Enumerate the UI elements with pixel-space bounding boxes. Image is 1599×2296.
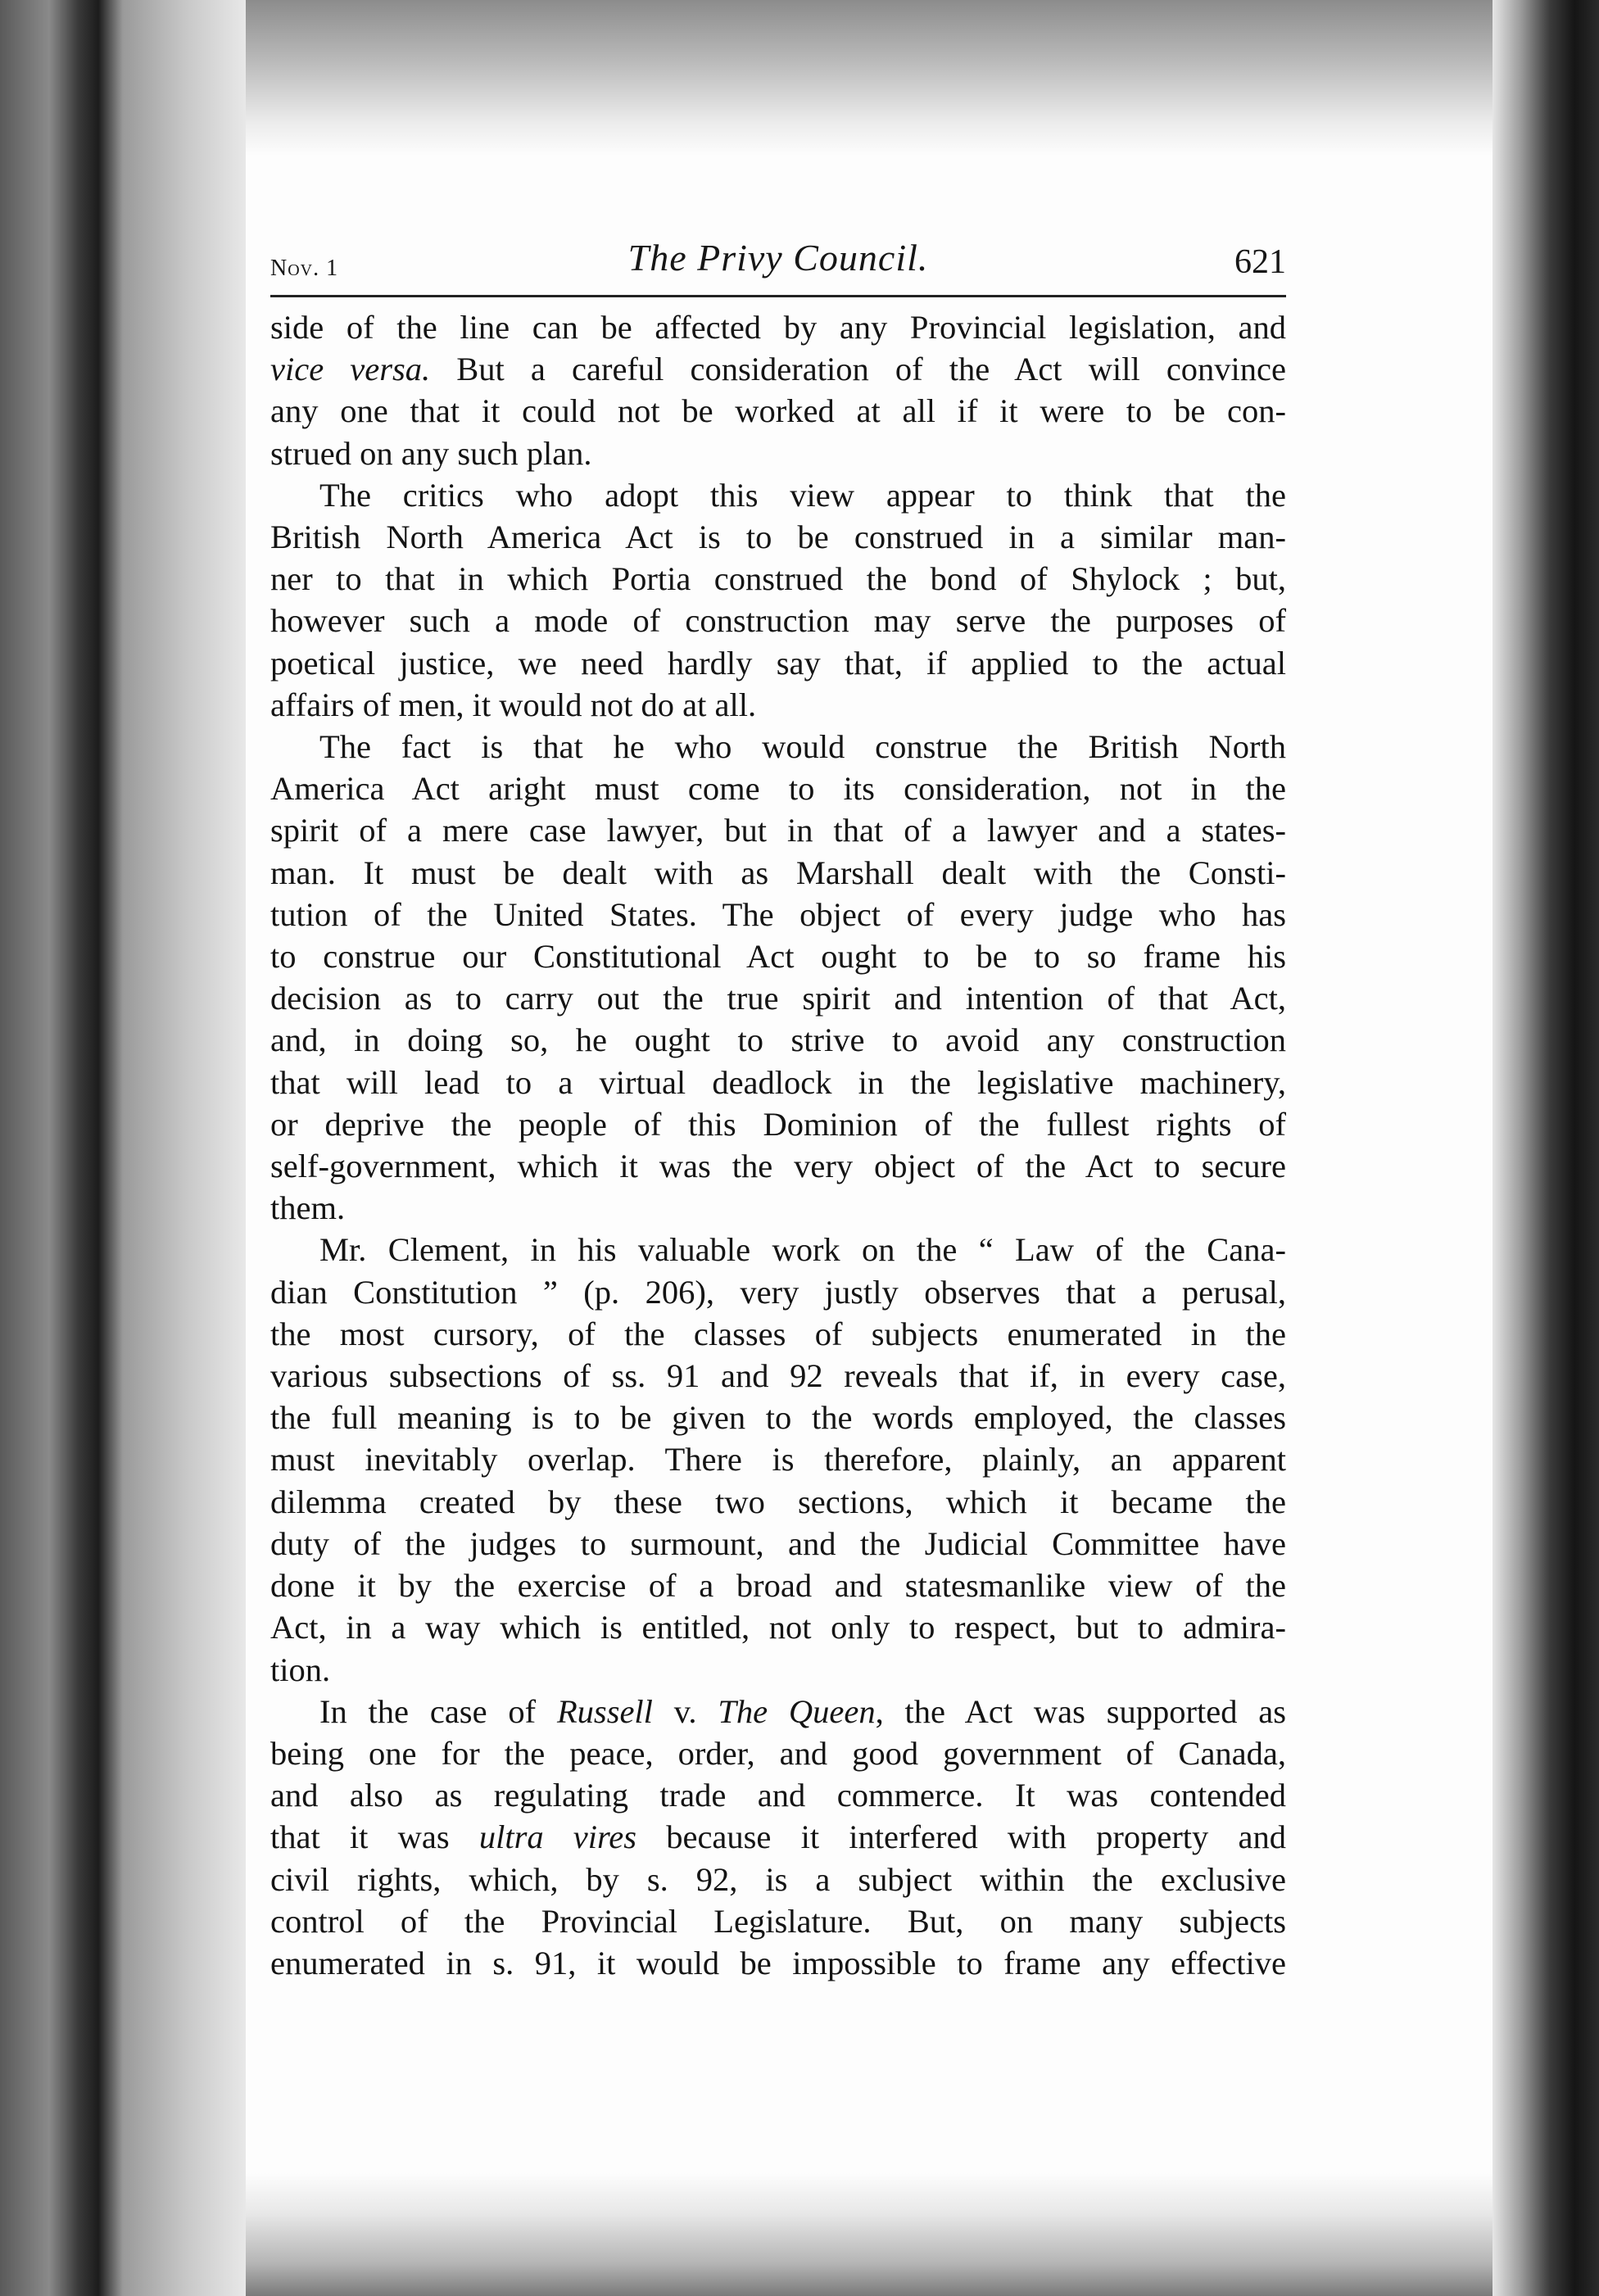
text-line (270, 852, 1286, 894)
text-line (270, 474, 1286, 516)
text-line (270, 1397, 1286, 1438)
text-segment: strued on any such plan. (270, 434, 592, 472)
paragraph (270, 474, 1286, 726)
paragraph (270, 1229, 1286, 1690)
text-segment: and, in doing so, he ought to strive to avoid any construction (270, 1021, 1286, 1059)
text-line (270, 390, 1286, 432)
text-segment: and also as regulating trade and commerce. It was contended (270, 1777, 1286, 1814)
text-line (270, 1062, 1286, 1103)
text-line (270, 726, 1286, 768)
text-segment: America Act aright must come to its consideration, not in the (270, 770, 1286, 808)
text-line (270, 1019, 1286, 1061)
scan-left-binding (0, 0, 246, 2296)
text-line (270, 1313, 1286, 1355)
text-segment: tution of the United States. The object of every judge who has (270, 895, 1286, 933)
text-segment: to construe our Constitutional Act ought to be to so frame his (270, 938, 1286, 976)
text-segment: man. It must be dealt with as Marshall dealt with the Consti- (270, 854, 1286, 891)
text-segment: the full meaning is to be given to the words employed, the classes (270, 1399, 1286, 1437)
text-segment: The critics who adopt this view appear to think that the (319, 476, 1286, 514)
text-segment: civil rights, which, by s. 92, is a subject within the exclusive (270, 1860, 1286, 1898)
text-line (270, 894, 1286, 935)
italic-text: The Queen (718, 1692, 876, 1730)
text-segment: Mr. Clement, in his valuable work on the “ Law of the Cana- (319, 1231, 1286, 1269)
text-segment: or deprive the people of this Dominion of the fullest rights of (270, 1105, 1286, 1143)
text-segment: duty of the judges to surmount, and the Judicial Committee have (270, 1524, 1286, 1562)
text-segment: tion. (270, 1651, 331, 1688)
text-line (270, 1481, 1286, 1523)
text-segment: British North America Act is to be construed in a similar man- (270, 519, 1286, 556)
text-line (270, 1145, 1286, 1187)
paragraph (270, 306, 1286, 474)
text-line (270, 642, 1286, 684)
text-line (270, 1271, 1286, 1313)
text-segment: them. (270, 1189, 346, 1227)
article-body (270, 306, 1286, 1984)
text-line (270, 1355, 1286, 1397)
header-rule (270, 295, 1286, 297)
paragraph (270, 1691, 1286, 1984)
text-segment: must inevitably overlap. There is therefore, plainly, an apparent (270, 1441, 1286, 1479)
text-segment: side of the line can be affected by any Provincial legislation, and (270, 309, 1286, 346)
italic-text: ultra vires (478, 1818, 637, 1856)
text-line (270, 516, 1286, 558)
text-segment: being one for the peace, order, and good government of Canada, (270, 1734, 1286, 1772)
scan-right-edge (1493, 0, 1599, 2296)
italic-text: Russell (556, 1692, 653, 1730)
running-header (270, 229, 1286, 295)
text-segment: But a careful consideration of the Act will convince (430, 351, 1286, 388)
text-segment: because it interfered with property and (636, 1818, 1286, 1856)
text-line (270, 1691, 1286, 1732)
text-segment: In the case of (319, 1692, 557, 1730)
text-line (270, 348, 1286, 390)
text-segment: that it was (270, 1818, 479, 1856)
text-segment: , the Act was supported as (875, 1692, 1287, 1730)
text-line (270, 1187, 1286, 1229)
text-segment: v. (652, 1692, 718, 1730)
header-date: Nov. 1 (270, 256, 339, 281)
text-segment: however such a mode of construction may serve the purposes of (270, 602, 1286, 640)
text-line (270, 1900, 1286, 1942)
text-line (270, 1859, 1286, 1900)
text-segment: any one that it could not be worked at all if it were to be con- (270, 392, 1286, 430)
text-segment: control of the Provincial Legislature. But, on many subjects (270, 1902, 1286, 1940)
text-line (270, 1649, 1286, 1691)
text-segment: various subsections of ss. 91 and 92 reveals that if, in every case, (270, 1357, 1286, 1395)
text-segment: poetical justice, we need hardly say that, if applied to the actual (270, 644, 1286, 682)
text-line (270, 977, 1286, 1019)
text-segment: ner to that in which Portia construed the bond of Shylock ; but, (270, 560, 1286, 598)
text-segment: dian Constitution ” (p. 206), very justly observes that a perusal, (270, 1273, 1286, 1311)
text-line (270, 1565, 1286, 1606)
paragraph (270, 726, 1286, 1229)
text-segment: the most cursory, of the classes of subjects enumerated in the (270, 1315, 1286, 1352)
text-line (270, 600, 1286, 641)
text-line (270, 1229, 1286, 1270)
text-segment: decision as to carry out the true spirit and intention of that Act, (270, 980, 1286, 1017)
italic-text: vice versa. (270, 351, 431, 388)
page-number: 621 (1234, 243, 1286, 281)
text-segment: Act, in a way which is entitled, not only to respect, but to admira- (270, 1609, 1286, 1646)
header-title: The Privy Council. (627, 237, 929, 279)
text-line (270, 768, 1286, 809)
text-line (270, 1774, 1286, 1816)
text-line (270, 306, 1286, 348)
text-segment: done it by the exercise of a broad and statesmanlike view of the (270, 1567, 1286, 1605)
text-line (270, 935, 1286, 977)
text-line (270, 1816, 1286, 1858)
text-line (270, 684, 1286, 726)
text-line (270, 1438, 1286, 1480)
text-segment: dilemma created by these two sections, which it became the (270, 1483, 1286, 1520)
text-segment: that will lead to a virtual deadlock in the legislative machinery, (270, 1063, 1286, 1101)
text-line (270, 1606, 1286, 1648)
text-line (270, 1103, 1286, 1145)
text-line (270, 558, 1286, 600)
text-segment: spirit of a mere case lawyer, but in that of a lawyer and a states- (270, 812, 1286, 849)
text-segment: The fact is that he who would construe the British North (319, 728, 1286, 766)
text-line (270, 809, 1286, 851)
text-line (270, 432, 1286, 474)
text-line (270, 1732, 1286, 1774)
text-segment: affairs of men, it would not do at all. (270, 686, 757, 723)
text-line (270, 1942, 1286, 1984)
text-segment: enumerated in s. 91, it would be impossible to frame any effective (270, 1944, 1286, 1981)
text-line (270, 1523, 1286, 1565)
text-segment: self-government, which it was the very object of the Act to secure (270, 1148, 1286, 1185)
